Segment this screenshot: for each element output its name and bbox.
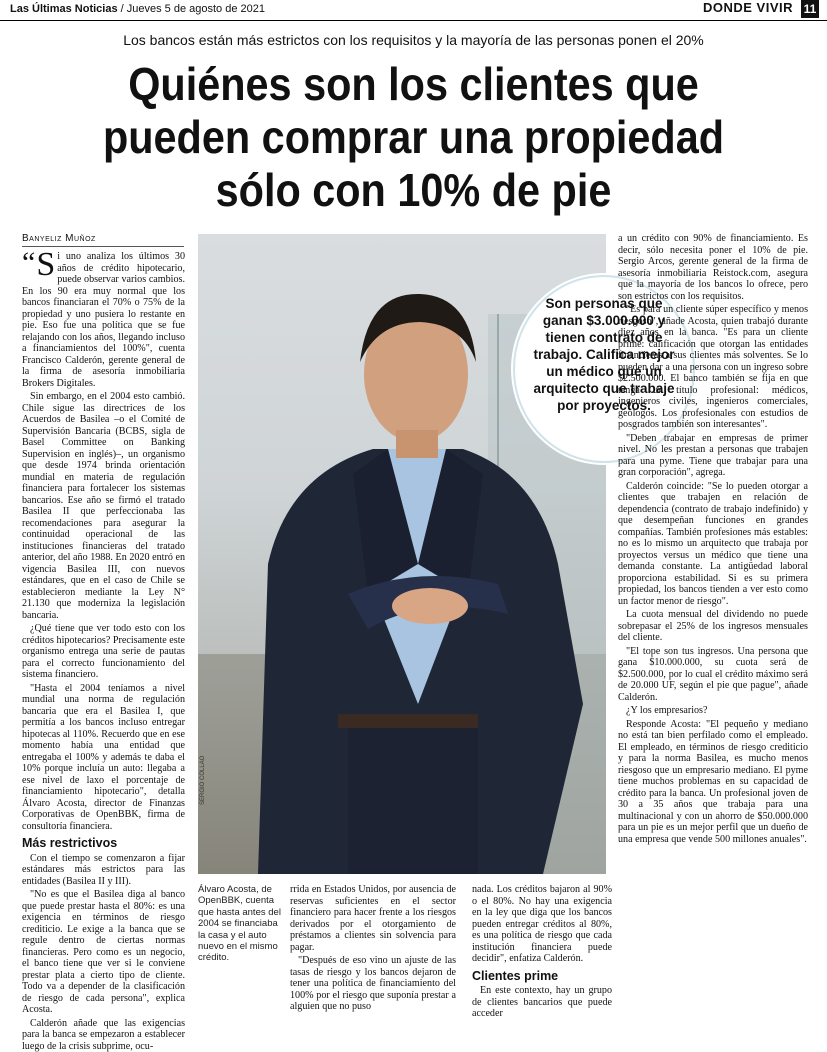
- photo-credit: SERGIO COLLAO: [200, 756, 206, 805]
- paper-title: Las Últimas Noticias: [10, 3, 118, 15]
- article-column-2: [290, 884, 456, 1022]
- paragraph: rrida en Estados Unidos, por ausencia de reservas suficientes en el sector financiero para hacer frente a los riesgos derivados por el otorgamiento de préstamos a clientes sin solvencia para pagar.: [290, 884, 456, 953]
- drop-cap: S: [36, 251, 55, 279]
- paragraph: "Hasta el 2004 teníamos a nivel mundial una norma de regulación bancaria que era el Basilea I, que permitía a los bancos incluso entregar hipotecas al 110%. Recuerdo que en ese momento había una entidad que entregaba el 100% y además te daba el 10% porque incluía un auto: llegaba a ese nivel de laxo el porcentaje de financiamiento hipotecario", detalla Álvaro Acosta, director de Finanzas Corporativas de OpenBBK, firma de consultoría financiera.: [22, 683, 185, 833]
- page-number: 11: [801, 0, 819, 18]
- paragraph: La cuota mensual del dividendo no puede sobrepasar el 25% de los ingresos mensuales del cliente.: [618, 609, 808, 644]
- article-column-4: [618, 233, 808, 1023]
- section-heading-clientes-prime: Clientes prime: [472, 971, 612, 983]
- paragraph: a un crédito con 90% de financiamiento. Es decir, sólo necesita poner el 10% de pie. Sergio Arcos, gerente general de la firma de asesoría inmobiliaria Reistock.com, asegura que la mayoría de los bancos lo ofrece, pero son estrictos con los requisitos.: [618, 233, 808, 302]
- paragraph: "Deben trabajar en empresas de primer nivel. No les prestan a personas que trabajen para una pyme. Tiene que trabajar para una gran corporación", agrega.: [618, 433, 808, 479]
- paragraph: Sin embargo, en el 2004 esto cambió. Chile sigue las directrices de los Acuerdos de Basilea –o el Comité de Supervisión Bancaria (BCBS, sigla de Basel Committee on Banking Supervision en inglés)–, un organismo que desde 1974 brinda orientación mundial en materia de regulación financiera para fortalecer los sistemas bancarios. Ese año se firmó el tratado Basilea II que perfeccionaba las recomendaciones para asegurar la continuidad operacional de las instituciones financieras del tratado anterior, del año 1988. En 2020 entró en vigencia Basilea III, con nuevos estándares, que en el caso de Chile se establecieron mediante la Ley N° 21.130 que moderniza la legislación bancaria.: [22, 391, 185, 621]
- paragraph: nada. Los créditos bajaron al 90% o el 80%. No hay una exigencia en la ley que diga que los bancos pueden entregar créditos al 80%, es una política de riesgo que cada institución financiera puede decidir", enfatiza Calderón.: [472, 884, 612, 965]
- paragraph: ¿Qué tiene que ver todo esto con los créditos hipotecarios? Precisamente este organismo entrega una serie de pautas para el correcto funcionamiento del sistema financiero.: [22, 623, 185, 681]
- paragraph: Calderón coincide: "Se lo pueden otorgar a clientes que trabajen en relación de dependencia (contrato de trabajo indefinido) y que desempeñan funciones en grandes compañías. También profesiones más estables: no es lo mismo un arquitecto que trabaja por proyectos versus un médico que tiene una demanda constante. La antigüedad laboral proporciona estabilidad. Si es su primera propiedad, los bancos tienden a ver esto como un factor menor de riesgo".: [618, 481, 808, 608]
- paragraph: Con el tiempo se comenzaron a fijar estándares más estrictos para las entidades (Basilea II y III).: [22, 853, 185, 888]
- newspaper-name: [10, 3, 265, 15]
- photo-caption: Álvaro Acosta, de OpenBBK, cuenta que hasta antes del 2004 se financiaba la casa y el auto nuevo en el mismo crédito.: [198, 884, 282, 964]
- lead-paragraph: “ S i uno analiza los últimos 30 años de crédito hipotecario, puede observar varios cambios. En los 90 era muy normal que los bancos financiaran el 70% o 75% de la propiedad y uno pusiera lo restante en pie. Eso fue una política que se fue relajando con los años, llegando incluso a financiamientos del 100%", cuenta Francisco Calderón, gerente general de la firma de asesoría inmobiliaria Brokers Digitales.: [22, 251, 185, 389]
- headline: Quiénes son los clientes que pueden comprar una propiedad sólo con 10% de pie: [59, 58, 767, 217]
- paragraph: ¿Y los empresarios?: [618, 705, 808, 717]
- paragraph: Calderón añade que las exigencias para la banca se empezaron a establecer luego de la crisis subprime, ocu-: [22, 1018, 185, 1052]
- subheadline: Los bancos están más estrictos con los requisitos y la mayoría de las personas ponen el 20%: [0, 32, 827, 48]
- paragraph: "No es que el Basilea diga al banco que puede prestar hasta el 80%: es una exigencia en términos de riesgo crediticio. Le exige a la banca que se regule dentro de ciertas normas financieras. Pero como es un negocio, el banco tiene que ver si le conviene prestar plata a cierto tipo de cliente. Todo va a depender de la clasificación de riesgo de cada persona", explica Acosta.: [22, 889, 185, 1016]
- issue-date: / Jueves 5 de agosto de 2021: [121, 3, 265, 15]
- paragraph: "El tope son tus ingresos. Una persona que gana $10.000.000, su cuota será de $2.500.000, por lo cual el crédito máximo será de 20.000 UF, según el pie que pague", añade Calderón.: [618, 646, 808, 704]
- pull-quote-text: Son personas que ganan $3.000.000 y tienen contrato de trabajo. Califica mejor un médico que un arquitecto que trabaje por proyectos.: [529, 295, 679, 414]
- paragraph: "Es para un cliente súper específico y menos riesgoso", añade Acosta, quien trabajó durante diez años en la banca. "Es para un cliente prime: calificación que otorgan las entidades financieras a sus clientes más solventes. Se lo pueden dar a una persona con un ingreso sobre $2.500.000. El banco también se fija en que tenga un título profesional: médicos, ingenieros civiles, ingenieros comerciales, geólogos. Los profesionales con estudios de posgrados también son interesantes".: [618, 304, 808, 431]
- quote-mark-icon: “: [22, 251, 35, 275]
- top-bar: [0, 0, 827, 21]
- paragraph: En este contexto, hay un grupo de clientes bancarios que puede acceder: [472, 985, 612, 1020]
- byline: Banyeliz Muñoz: [22, 233, 184, 247]
- paragraph: Responde Acosta: "El pequeño y mediano no está tan bien perfilado como el empleado. El empleado, en términos de riesgo crediticio y para la norma Basilea, es mucho menos riesgoso que un empresario mediano. El pyme tiene muchos problemas en su capacidad de crédito para la banca. Un profesional joven de 30 a 35 años que trabaja para una multinacional y con un ahorro de $50.000.000 para un pie es un mejor perfil que un dueño de una empresa que vende 500 millones anuales".: [618, 719, 808, 846]
- paragraph: "Después de eso vino un ajuste de las tasas de riesgo y los bancos dejaron de tener una política de financiamiento del 100% por el riesgo que suponía prestar a alguien que no puso: [290, 955, 456, 1013]
- section-name: DONDE VIVIR: [703, 0, 793, 15]
- article-column-3: [472, 884, 612, 1022]
- section-heading-mas-restrictivos: Más restrictivos: [22, 838, 185, 850]
- article-column-1: [22, 251, 185, 1021]
